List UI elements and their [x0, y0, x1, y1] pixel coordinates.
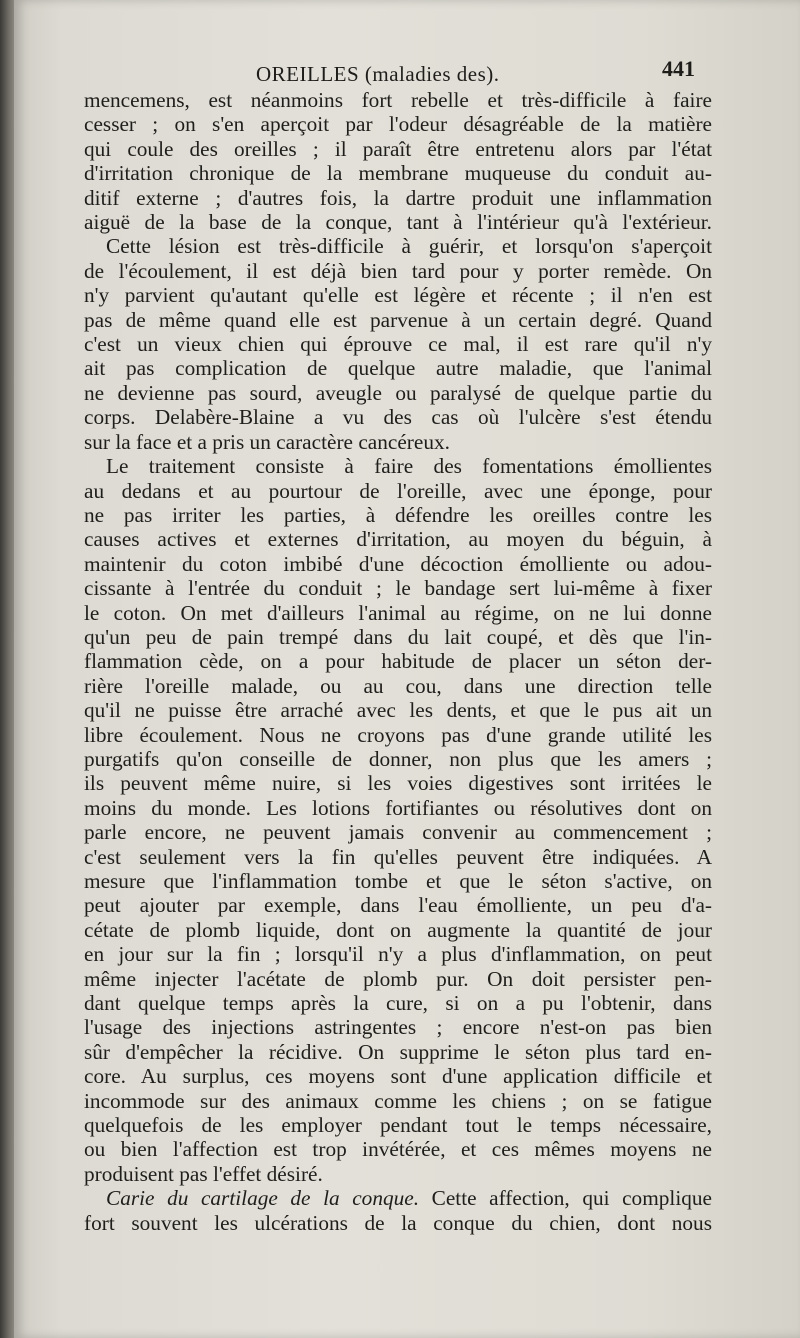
text-line: cétate de plomb liquide, dont on augmente la quantité de jour	[84, 917, 712, 942]
text-line: c'est un vieux chien qui éprouve ce mal, il est rare qu'il n'y	[84, 332, 712, 357]
text-line: même injecter l'acétate de plomb pur. On doit persister pen-	[84, 966, 712, 991]
text-line: corps. Delabère-Blaine a vu des cas où l'ulcère s'est étendu	[84, 405, 712, 430]
text-line: peut ajouter par exemple, dans l'eau émolliente, un peu d'a-	[84, 893, 712, 918]
section-heading-italic: Carie du cartilage de la conque.	[106, 1186, 420, 1211]
text-line: incommode sur des animaux comme les chiens ; on se fatigue	[84, 1088, 712, 1113]
text-line: ditif externe ; d'autres fois, la dartre produit une inflammation	[84, 185, 712, 210]
text-line: au dedans et au pourtour de l'oreille, avec une éponge, pour	[84, 478, 712, 503]
text-line: ait pas complication de quelque autre maladie, que l'animal	[84, 356, 712, 381]
text-line: quelquefois de les employer pendant tout le temps nécessaire,	[84, 1113, 712, 1138]
text-line: ne devienne pas sourd, aveugle ou paralysé de quelque partie du	[84, 380, 712, 405]
text-line: Cette lésion est très-difficile à guérir, et lorsqu'on s'aperçoit	[106, 234, 712, 259]
text-line: parle encore, ne peuvent jamais convenir au commencement ;	[84, 820, 712, 845]
text-line: ils peuvent même nuire, si les voies digestives sont irritées le	[84, 771, 712, 796]
text-line: qu'il ne puisse être arraché avec les dents, et que le pus ait un	[84, 698, 712, 723]
text-line: moins du monde. Les lotions fortifiantes ou résolutives dont on	[84, 795, 712, 820]
text-line: sûr d'empêcher la récidive. On supprime le séton plus tard en-	[84, 1039, 712, 1064]
text-line: dant quelque temps après la cure, si on a pu l'obtenir, dans	[84, 991, 712, 1016]
text-line: causes actives et externes d'irritation, au moyen du béguin, à	[84, 527, 712, 552]
text-line: maintenir du coton imbibé d'une décoction émolliente ou adou-	[84, 551, 712, 576]
text-line: l'usage des injections astringentes ; encore n'est-on pas bien	[84, 1015, 712, 1040]
running-title: OREILLES (maladies des).	[256, 62, 500, 86]
body-text	[84, 88, 712, 1235]
text-line: qui coule des oreilles ; il paraît être entretenu alors par l'état	[84, 136, 712, 161]
text-line: qu'un peu de pain trempé dans du lait coupé, et dès que l'in-	[84, 624, 712, 649]
text-line: d'irritation chronique de la membrane muqueuse du conduit au-	[84, 161, 712, 186]
text-line: le coton. On met d'ailleurs l'animal au régime, on ne lui donne	[84, 600, 712, 625]
text-line: mencemens, est néanmoins fort rebelle et très-difficile à faire	[84, 88, 712, 112]
text-line: de l'écoulement, il est déjà bien tard pour y porter remède. On	[84, 258, 712, 283]
text-line: n'y parvient qu'autant qu'elle est légère et récente ; il n'en est	[84, 283, 712, 308]
text-line: c'est seulement vers la fin qu'elles peuvent être indiquées. A	[84, 844, 712, 869]
book-page	[14, 0, 800, 1338]
text-line: cissante à l'entrée du conduit ; le bandage sert lui-même à fixer	[84, 576, 712, 601]
text-line: Le traitement consiste à faire des fomentations émollientes	[106, 454, 712, 479]
text-line: ou bien l'affection est trop invétérée, et ces mêmes moyens ne	[84, 1137, 712, 1162]
text-line: cesser ; on s'en aperçoit par l'odeur désagréable de la matière	[84, 112, 712, 137]
text-line	[84, 1186, 712, 1210]
text-line: pas de même quand elle est parvenue à un certain degré. Quand	[84, 307, 712, 332]
text-line: ne pas irriter les parties, à défendre les oreilles contre les	[84, 502, 712, 527]
text-line: rière l'oreille malade, ou au cou, dans une direction telle	[84, 673, 712, 698]
page-number: 441	[662, 56, 695, 81]
text-line: produisent pas l'effet désiré.	[84, 1161, 323, 1186]
text-line: mesure que l'inflammation tombe et que le séton s'active, on	[84, 869, 712, 893]
text-line: sur la face et a pris un caractère cancéreux.	[84, 429, 450, 454]
text-line: libre écoulement. Nous ne croyons pas d'une grande utilité les	[84, 722, 712, 747]
text-line: en jour sur la fin ; lorsqu'il n'y a plus d'inflammation, on peut	[84, 942, 712, 967]
section-text: Cette affection, qui complique	[419, 1186, 712, 1211]
text-line: aiguë de la base de la conque, tant à l'intérieur qu'à l'extérieur.	[84, 210, 712, 235]
text-line: purgatifs qu'on conseille de donner, non plus que les amers ;	[84, 746, 712, 771]
text-line: fort souvent les ulcérations de la conque du chien, dont nous	[84, 1210, 712, 1235]
text-line: flammation cède, on a pour habitude de placer un séton der-	[84, 649, 712, 674]
book-spine-shadow	[0, 0, 14, 1338]
text-line: core. Au surplus, ces moyens sont d'une application difficile et	[84, 1064, 712, 1089]
